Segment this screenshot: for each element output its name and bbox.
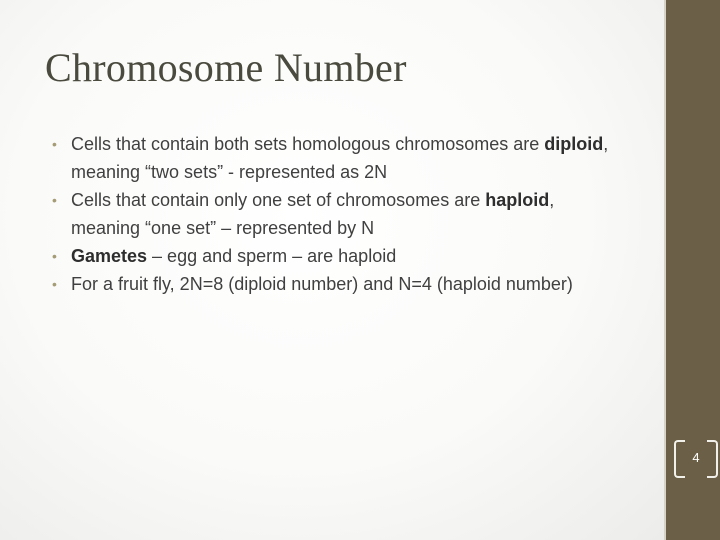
bullet-icon: •: [52, 248, 57, 264]
bullet-icon: •: [52, 192, 57, 208]
bracket-right-icon: [707, 440, 718, 478]
bullet-text: For a fruit fly, 2N=8 (diploid number) and N=4 (haploid number): [71, 274, 573, 294]
bullet-text: Cells that contain only one set of chromosomes are: [71, 190, 486, 210]
bullet-icon: •: [52, 136, 57, 152]
slide-title: Chromosome Number: [45, 45, 407, 90]
bullet-text: Cells that contain both sets homologous chromosomes are: [71, 134, 545, 154]
bullet-item: [52, 270, 622, 298]
bullet-keyword: diploid: [544, 134, 604, 154]
bullet-item: [52, 242, 622, 270]
bullet-item: [52, 186, 622, 242]
bullet-text: , meaning “two sets” - represented as 2N: [71, 134, 609, 182]
bullet-text: , meaning “one set” – represented by N: [71, 190, 555, 238]
bullet-icon: •: [52, 276, 57, 292]
bullet-keyword: Gametes: [71, 246, 148, 266]
bullet-keyword: haploid: [485, 190, 550, 210]
page-number-badge: [674, 440, 718, 476]
bullet-item: [52, 130, 622, 186]
bullet-list: [52, 130, 622, 298]
bullet-text: – egg and sperm – are haploid: [147, 246, 397, 266]
page-number: 4: [692, 450, 700, 465]
